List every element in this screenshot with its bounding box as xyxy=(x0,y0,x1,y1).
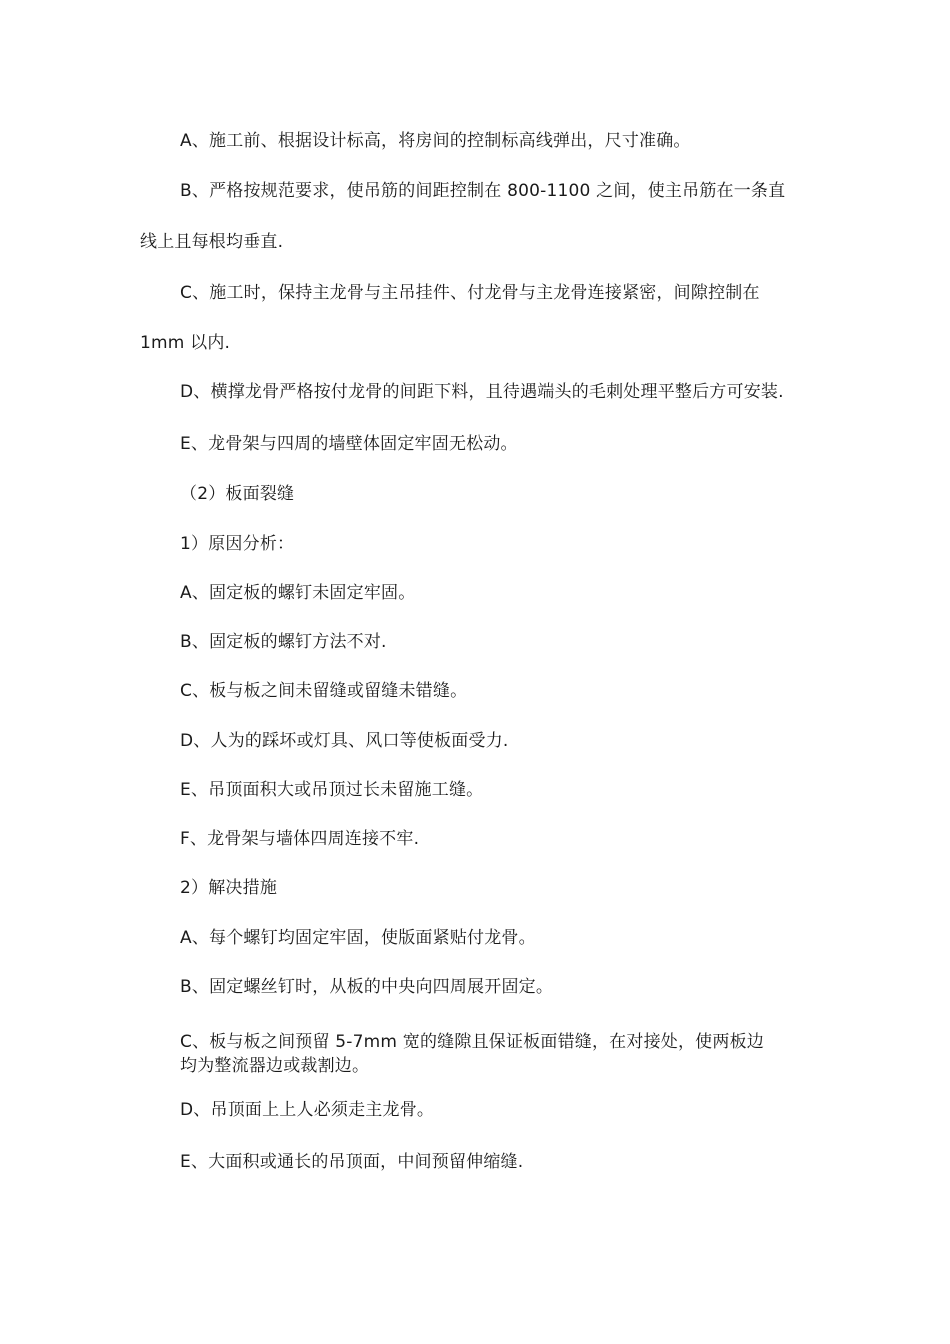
subsection-heading: 1）原因分析： xyxy=(180,534,295,554)
paragraph-line: 均为整流器边或裁割边。 xyxy=(180,1056,370,1076)
paragraph-line: C、板与板之间预留 5-7mm 宽的缝隙且保证板面错缝，在对接处，使两板边 xyxy=(180,1032,764,1052)
paragraph-line: E、吊顶面积大或吊顶过长未留施工缝。 xyxy=(180,780,484,800)
paragraph-line: A、固定板的螺钉未固定牢固。 xyxy=(180,583,416,603)
paragraph-line: E、大面积或通长的吊顶面，中间预留伸缩缝. xyxy=(180,1152,524,1172)
paragraph-line: D、人为的踩坏或灯具、风口等使板面受力. xyxy=(180,731,509,751)
paragraph-line: A、每个螺钉均固定牢固，使版面紧贴付龙骨。 xyxy=(180,928,536,948)
paragraph-line: E、龙骨架与四周的墙壁体固定牢固无松动。 xyxy=(180,434,518,454)
paragraph-line: 1mm 以内. xyxy=(140,333,231,353)
subsection-heading: 2）解决措施 xyxy=(180,878,278,898)
paragraph-line: D、横撑龙骨严格按付龙骨的间距下料，且待遇端头的毛刺处理平整后方可安装. xyxy=(180,382,784,402)
paragraph-line: B、固定螺丝钉时，从板的中央向四周展开固定。 xyxy=(180,977,554,997)
paragraph-line: C、施工时，保持主龙骨与主吊挂件、付龙骨与主龙骨连接紧密，间隙控制在 xyxy=(180,283,760,303)
paragraph-line: B、固定板的螺钉方法不对. xyxy=(180,632,387,652)
paragraph-line: F、龙骨架与墙体四周连接不牢. xyxy=(180,829,420,849)
section-heading: （2）板面裂缝 xyxy=(180,484,295,504)
paragraph-line: B、严格按规范要求，使吊筋的间距控制在 800-1100 之间，使主吊筋在一条直 xyxy=(180,181,786,201)
paragraph-line: 线上且每根均垂直. xyxy=(140,232,284,252)
paragraph-line: C、板与板之间未留缝或留缝未错缝。 xyxy=(180,681,468,701)
paragraph-line: A、施工前、根据设计标高，将房间的控制标高线弹出，尺寸准确。 xyxy=(180,131,691,151)
paragraph-line: D、吊顶面上上人必须走主龙骨。 xyxy=(180,1100,435,1120)
